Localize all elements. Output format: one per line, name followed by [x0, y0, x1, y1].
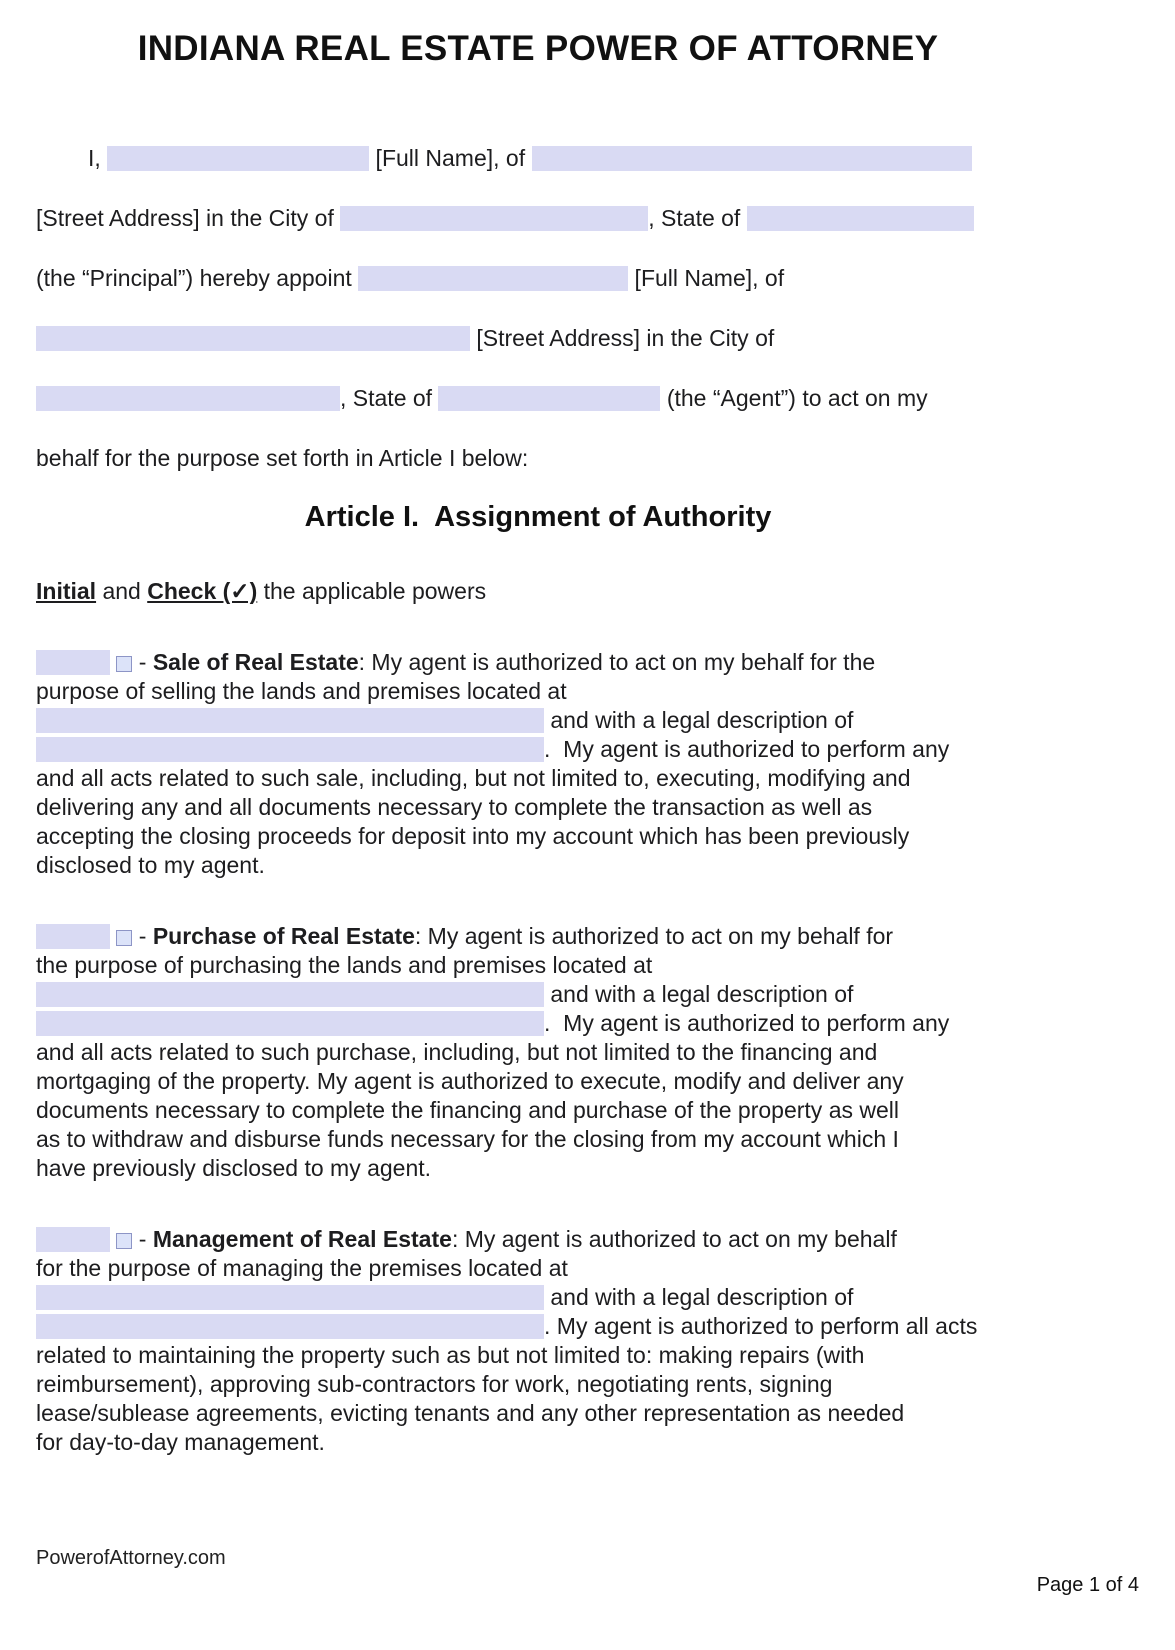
- document-content: [36, 0, 1040, 1457]
- text-run: -: [132, 1226, 153, 1252]
- text-line: [36, 1283, 1040, 1312]
- text-run: and with a legal description of: [544, 707, 854, 733]
- power-purchase-paragraph: [36, 922, 1040, 1183]
- power-sale-paragraph: [36, 648, 1040, 880]
- text-run: -: [132, 649, 153, 675]
- fill-in-blank-field[interactable]: [107, 146, 369, 171]
- text-run: accepting the closing proceeds for deposit into my account which has been previously: [36, 823, 910, 849]
- text-line: [36, 368, 1040, 428]
- text-line: [36, 188, 1040, 248]
- text-run: and: [96, 578, 148, 604]
- text-line: [36, 793, 1040, 822]
- text-run: lease/sublease agreements, evicting tenants and any other representation as needed: [36, 1400, 905, 1426]
- text-run: purpose of selling the lands and premises located at: [36, 678, 567, 704]
- text-line: [36, 922, 1040, 951]
- text-run: and all acts related to such purchase, including, but not limited to the financing and: [36, 1039, 878, 1065]
- text-line: [36, 1038, 1040, 1067]
- text-run: for the purpose of managing the premises located at: [36, 1255, 568, 1281]
- text-line: [36, 1096, 1040, 1125]
- checkbox[interactable]: [116, 656, 132, 672]
- text-run: and with a legal description of: [544, 1284, 854, 1310]
- text-run: reimbursement), approving sub-contractors for work, negotiating rents, signing: [36, 1371, 833, 1397]
- text-line: [36, 648, 1040, 677]
- text-line: [36, 851, 1040, 880]
- text-run: as to withdraw and disburse funds necessary for the closing from my account which I: [36, 1126, 899, 1152]
- text-line: [36, 1370, 1040, 1399]
- fill-in-blank-field[interactable]: [36, 1285, 544, 1310]
- text-line: [36, 706, 1040, 735]
- text-line: [36, 1341, 1040, 1370]
- text-line: [36, 1399, 1040, 1428]
- fill-in-blank-field[interactable]: [36, 386, 340, 411]
- text-line: [36, 248, 1040, 308]
- power-management-paragraph: [36, 1225, 1040, 1457]
- text-run: I,: [88, 145, 108, 171]
- text-run: related to maintaining the property such as but not limited to: making repairs (with: [36, 1342, 865, 1368]
- text-line: [36, 822, 1040, 851]
- text-run: behalf for the purpose set forth in Article I below:: [36, 445, 529, 471]
- text-run: delivering any and all documents necessary to complete the transaction as well as: [36, 794, 873, 820]
- text-line: [36, 428, 1040, 488]
- fill-in-blank-field[interactable]: [36, 708, 544, 733]
- footer-page-number: Page 1 of 4: [1036, 1574, 1139, 1596]
- text-line: [36, 1254, 1040, 1283]
- text-run: the purpose of purchasing the lands and premises located at: [36, 952, 653, 978]
- checkbox[interactable]: [116, 930, 132, 946]
- fill-in-blank-field[interactable]: [340, 206, 648, 231]
- fill-in-blank-field[interactable]: [358, 266, 628, 291]
- text-line: [36, 764, 1040, 793]
- footer-site-text: PowerofAttorney.com: [36, 1547, 226, 1569]
- powers-instruction: [36, 576, 1040, 606]
- fill-in-blank-field[interactable]: [36, 1011, 544, 1036]
- text-line: [36, 1225, 1040, 1254]
- text-run: : My agent is authorized to act on my behalf: [451, 1226, 897, 1252]
- text-run: [Street Address] in the City of: [36, 205, 341, 231]
- fill-in-blank-field[interactable]: [36, 737, 544, 762]
- text-run: documents necessary to complete the financing and purchase of the property as well: [36, 1097, 899, 1123]
- fill-in-blank-field[interactable]: [36, 982, 544, 1007]
- text-run: [Full Name], of: [369, 145, 532, 171]
- text-run: . My agent is authorized to perform any: [544, 736, 950, 762]
- text-line: [36, 128, 1040, 188]
- fill-in-blank-field[interactable]: [438, 386, 660, 411]
- bold-underlined-text-run: Initial: [36, 578, 97, 604]
- text-line: [36, 1125, 1040, 1154]
- text-line: [36, 1067, 1040, 1096]
- text-line: [36, 308, 1040, 368]
- text-line: [36, 1428, 1040, 1457]
- text-run: disclosed to my agent.: [36, 852, 265, 878]
- initials-field[interactable]: [36, 924, 110, 949]
- text-run: [Full Name], of: [628, 265, 785, 291]
- text-line: [36, 735, 1040, 764]
- text-run: : My agent is authorized to act on my behalf for the: [358, 649, 876, 675]
- bold-text-run: Sale of Real Estate: [152, 649, 359, 675]
- text-run: the applicable powers: [257, 578, 487, 604]
- text-line: [36, 951, 1040, 980]
- text-run: have previously disclosed to my agent.: [36, 1155, 432, 1181]
- bold-text-run: Management of Real Estate: [152, 1226, 452, 1252]
- fill-in-blank-field[interactable]: [36, 326, 470, 351]
- intro-paragraph: [36, 128, 1040, 488]
- fill-in-blank-field[interactable]: [36, 1314, 544, 1339]
- text-run: -: [132, 923, 153, 949]
- bold-text-run: Purchase of Real Estate: [152, 923, 415, 949]
- text-run: (the “Agent”) to act on my: [660, 385, 928, 411]
- text-line: [36, 677, 1040, 706]
- document-title: INDIANA REAL ESTATE POWER OF ATTORNEY: [137, 29, 939, 68]
- text-run: mortgaging of the property. My agent is authorized to execute, modify and deliver any: [36, 1068, 904, 1094]
- checkbox[interactable]: [116, 1233, 132, 1249]
- text-run: , State of: [340, 385, 439, 411]
- bold-underlined-text-run: Check (✓): [147, 578, 258, 604]
- text-run: for day-to-day management.: [36, 1429, 325, 1455]
- text-line: [36, 980, 1040, 1009]
- text-run: : My agent is authorized to act on my behalf for: [414, 923, 894, 949]
- article1-heading: Article I. Assignment of Authority: [304, 501, 772, 533]
- initials-field[interactable]: [36, 1227, 110, 1252]
- text-line: [36, 1154, 1040, 1183]
- text-run: (the “Principal”) hereby appoint: [36, 265, 359, 291]
- fill-in-blank-field[interactable]: [747, 206, 974, 231]
- text-run: . My agent is authorized to perform all acts: [544, 1313, 978, 1339]
- text-run: and all acts related to such sale, including, but not limited to, executing, modifying and: [36, 765, 911, 791]
- fill-in-blank-field[interactable]: [532, 146, 972, 171]
- initials-field[interactable]: [36, 650, 110, 675]
- text-line: [36, 1312, 1040, 1341]
- text-run: . My agent is authorized to perform any: [544, 1010, 950, 1036]
- text-run: and with a legal description of: [544, 981, 854, 1007]
- text-run: , State of: [648, 205, 747, 231]
- text-line: [36, 1009, 1040, 1038]
- text-run: [Street Address] in the City of: [470, 325, 775, 351]
